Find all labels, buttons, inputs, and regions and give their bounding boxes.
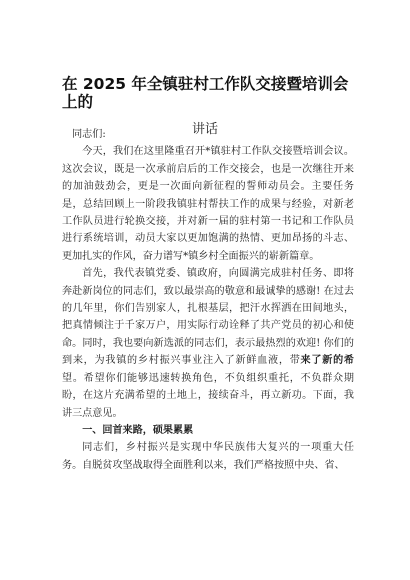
document-subtitle: 讲话 — [191, 122, 218, 137]
section-heading: 一、回首来路，硕果累累 — [82, 424, 194, 436]
paragraph-opening: 今天，我们在这里隆重召开*镇驻村工作队交接暨培训会议。这次会议，既是一次承前启后的工作交接会，也是一次继往开来的加油鼓劲会，更是一次面向新征程的誓师动员会。主要任务是，总结回顾上一阶段我镇驻村帮扶工作的成果与经验，对新老工作队员进行轮换交接，并对新一届的驻村第一书记和工作队员进行系统培训，动员大家以更加饱满的热情、更加昂扬的斗志、更加扎实的作风，奋力谱写*镇乡村全面振兴的崭新篇章。 — [62, 146, 354, 262]
paragraph-section-one: 同志们，乡村振兴是实现中华民族伟大复兴的一项重大任务。自脱贫攻坚战取得全面胜利以来，我们严格按照中央、省、 — [62, 442, 354, 471]
document-title: 在 2025 年全镇驻村工作队交接暨培训会上的 — [62, 75, 349, 111]
document-body — [62, 126, 354, 474]
paragraph-thanks-tail: 望。希望你们能够迅速转换角色，不负组织重托，不负群众期盼，在这片充满希望的土地上，接续奋斗，再立新功。下面，我讲三点意见。 — [62, 372, 354, 419]
paragraph-thanks — [62, 265, 354, 422]
emphasis-text: 来了新的希 — [300, 355, 355, 367]
greeting: 同志们: — [72, 129, 106, 140]
paragraph-thanks-text: 首先，我代表镇党委、镇政府，向圆满完成驻村任务、即将奔赴新岗位的同志们，致以最崇高的敬意和最诚挚的感谢! 在过去的几年里，你们告别家人，扎根基层，把汗水挥洒在田间地头，把真情倾注于千家万户，用实际行动诠释了共产党员的初心和使命。同时，我也要向新选派的同志们，表示最热烈的欢迎! 你们的到来，为我镇的乡村振兴事业注入了新鲜血液，带 — [62, 268, 354, 367]
